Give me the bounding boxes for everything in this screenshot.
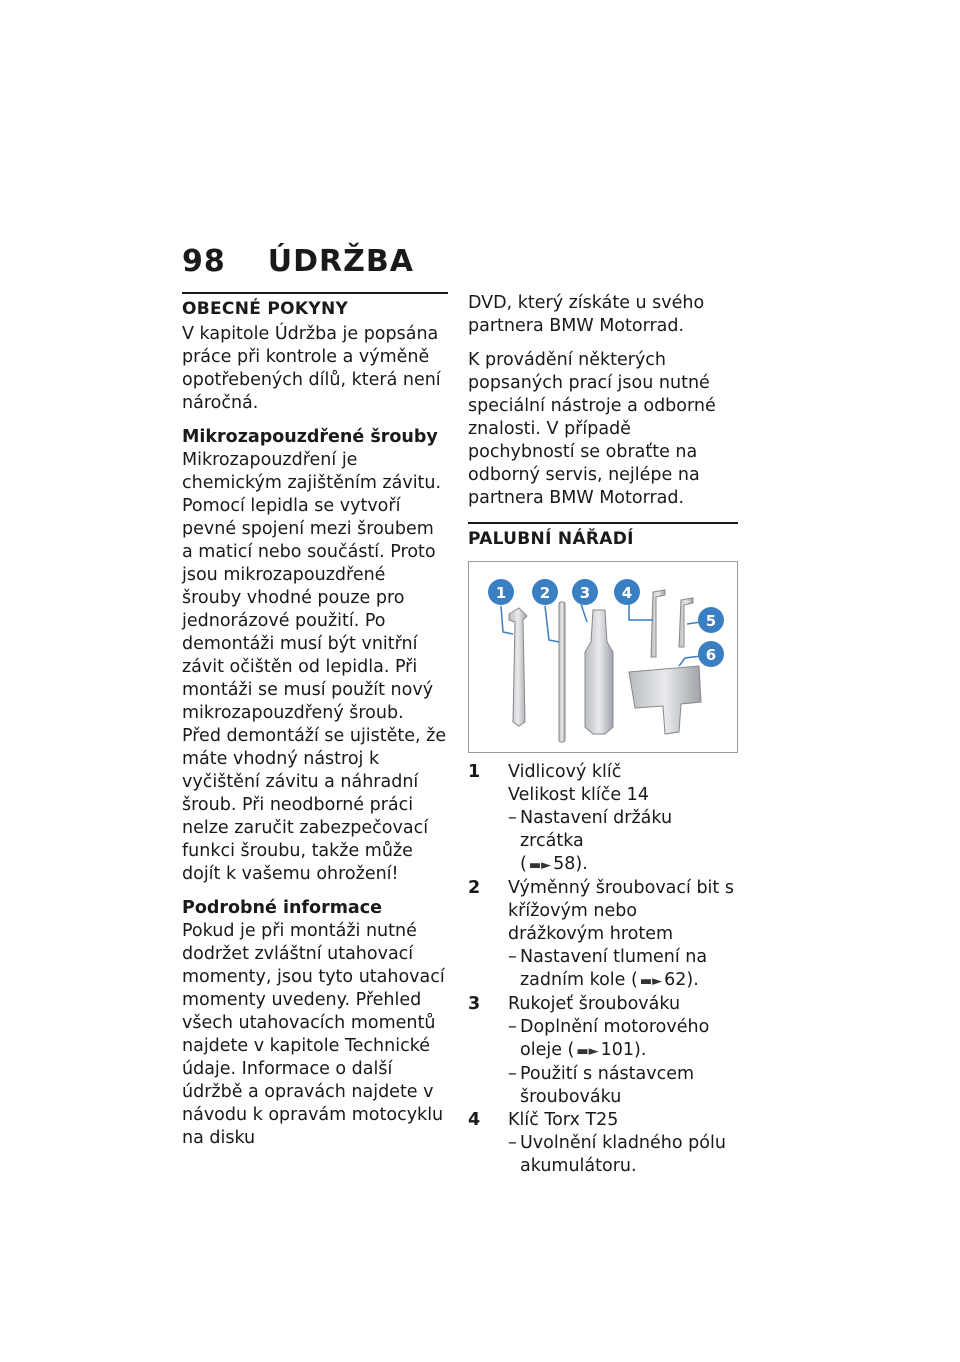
right-column xyxy=(468,292,738,1178)
hex-key-shape xyxy=(679,598,693,647)
tool-note: – Doplnění motorového oleje ( ▬► 101). xyxy=(508,1016,738,1063)
page-number: 98 xyxy=(182,244,226,279)
page-header xyxy=(182,244,414,279)
note-text: Nastavení tlumení na zadním kole xyxy=(520,947,708,990)
micro-screws-title: Mikrozapouzdřené šrouby xyxy=(182,427,438,447)
callout-2-label: 2 xyxy=(539,584,551,602)
tool-note: – Nastavení tlumení na zadním kole ( ▬► 62). xyxy=(508,946,738,993)
detail-info-block xyxy=(182,897,448,1150)
page-ref[interactable]: 58). xyxy=(553,854,588,874)
tool-number: 2 xyxy=(468,878,481,898)
micro-screws-text: Mikrozapouzdření je chemickým zajištěním závitu. Pomocí lepidla se vytvoří pevné spojení mezi šroubem a maticí nebo součástí. Proto jsou mikrozapouzdřené šrouby vhodné pouze pro jednorázové použití. Po demontáži musí být vnitřní závit očištěn od lepidla. Při montáži se musí použít nový mikrozapouzdřený šroub. Před demontáží se ujistěte, že máte vhodný nástroj k vyčištění závitu a náhradní šroub. Při neodborné práci nelze zaručit zabezpečovací funkci šroubu, takže může dojít k vašemu ohrožení! xyxy=(182,450,447,884)
tool-note: – Nastavení držáku zrcátka ( ▬► 58). xyxy=(508,807,738,877)
micro-screws-block xyxy=(182,426,448,886)
chapter-title: ÚDRŽBA xyxy=(267,244,414,279)
bit-shape xyxy=(559,602,565,742)
note-text: Uvolnění kladného pólu akumulátoru. xyxy=(520,1133,726,1176)
callout-6-label: 6 xyxy=(705,646,717,664)
page-ref[interactable]: 62). xyxy=(664,970,699,990)
tool-item-3 xyxy=(468,993,738,1109)
page-ref[interactable]: 101). xyxy=(600,1040,647,1060)
tool-note: – Uvolnění kladného pólu akumulátoru. xyxy=(508,1132,738,1178)
tool-name: Vidlicový klíč xyxy=(508,762,622,782)
tool-note: – Použití s nástavcem šroubováku xyxy=(508,1063,738,1109)
tool-name: Výměnný šroubovací bit s křížovým nebo drážkovým hrotem xyxy=(508,878,734,944)
callout-1-label: 1 xyxy=(495,584,507,602)
page-ref-arrow-icon: ▬► xyxy=(576,1044,599,1059)
page-ref-arrow-icon: ▬► xyxy=(528,858,552,873)
tool-item-4 xyxy=(468,1109,738,1178)
tool-name: Rukojeť šroubováku xyxy=(508,994,681,1014)
note-text: Nastavení držáku zrcátka xyxy=(520,808,673,851)
note-text: Použití s nástavcem šroubováku xyxy=(520,1064,695,1107)
handle-shape xyxy=(585,610,613,734)
special-tools-paragraph: K provádění některých popsaných prací jsou nutné speciální nástroje a odborné znalosti. V případě pochybností se obraťte na odborný servis, nejlépe na partnera BMW Motorrad. xyxy=(468,350,716,508)
tool-name: Klíč Torx T25 xyxy=(508,1110,619,1130)
toolkit-figure xyxy=(468,561,738,753)
detail-info-text: Pokud je při montáži nutné dodržet zvláštní utahovací momenty, jsou tyto utahovací momenty uvedeny. Přehled všech utahovacích momentů najdete v kapitole Technické údaje. Informace o další údržbě a opravách najdete v návodu k opravám motocyklu na disku xyxy=(182,921,445,1148)
section-title-toolkit: PALUBNÍ NÁŘADÍ xyxy=(468,522,738,551)
tool-number: 4 xyxy=(468,1110,481,1130)
tool-list xyxy=(468,761,738,1178)
callout-5-label: 5 xyxy=(705,612,717,630)
callout-3-label: 3 xyxy=(579,584,591,602)
note-text: Doplnění motorového oleje xyxy=(520,1017,710,1060)
tool-detail: Velikost klíče 14 xyxy=(508,785,649,805)
tool-item-1 xyxy=(468,761,738,877)
tool-number: 1 xyxy=(468,762,481,782)
wrench-shape xyxy=(509,608,527,726)
torx-key-shape xyxy=(651,590,665,657)
detail-info-title: Podrobné informace xyxy=(182,898,382,918)
tool-item-2 xyxy=(468,877,738,993)
toolkit-illustration xyxy=(469,562,737,752)
plate-tool-shape xyxy=(629,666,701,734)
intro-paragraph: V kapitole Údržba je popsána práce při kontrole a výměně opotřebených dílů, která není náročná. xyxy=(182,324,441,413)
tool-number: 3 xyxy=(468,994,481,1014)
callout-4-label: 4 xyxy=(621,584,633,602)
continued-paragraph: DVD, který získáte u svého partnera BMW Motorrad. xyxy=(468,293,705,336)
left-column xyxy=(182,292,448,1161)
page-ref-arrow-icon: ▬► xyxy=(639,974,663,989)
section-title-general: OBECNÉ POKYNY xyxy=(182,292,448,321)
